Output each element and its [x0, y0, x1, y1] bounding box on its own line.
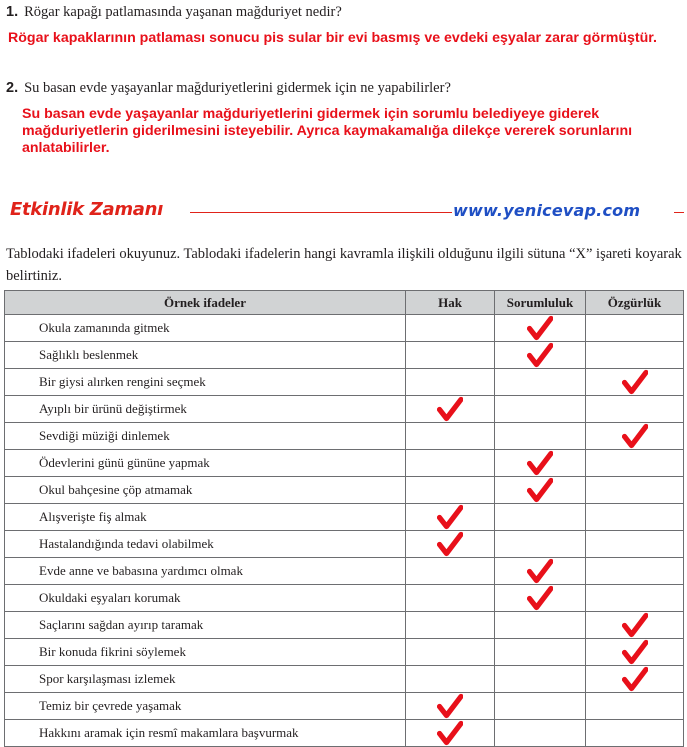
checkmark-icon — [527, 558, 553, 584]
mark-cell-ozgurluk — [586, 315, 684, 342]
statement-cell: Sevdiği müziği dinlemek — [5, 423, 406, 450]
mark-cell-ozgurluk — [586, 477, 684, 504]
statement-cell: Okula zamanında gitmek — [5, 315, 406, 342]
section-title: Etkinlik Zamanı — [10, 199, 164, 220]
question-1-text: Rögar kapağı patlamasında yaşanan mağduriyet nedir? — [24, 4, 342, 20]
mark-cell-ozgurluk — [586, 666, 684, 693]
mark-cell-sorumluluk — [495, 396, 586, 423]
table-row — [5, 720, 684, 747]
mark-cell-ozgurluk — [586, 504, 684, 531]
checkmark-icon — [622, 666, 648, 692]
mark-cell-sorumluluk — [495, 423, 586, 450]
mark-cell-hak — [406, 612, 495, 639]
table-row — [5, 612, 684, 639]
checkmark-icon — [437, 396, 463, 422]
checkmark-icon — [437, 504, 463, 530]
question-1-number: 1. — [6, 4, 19, 20]
mark-cell-ozgurluk — [586, 585, 684, 612]
watermark: www.yenicevap.com — [453, 201, 641, 220]
checkmark-icon — [622, 612, 648, 638]
table-row — [5, 666, 684, 693]
mark-cell-sorumluluk — [495, 585, 586, 612]
checkmark-icon — [527, 342, 553, 368]
mark-cell-sorumluluk — [495, 666, 586, 693]
statement-cell: Bir konuda fikrini söylemek — [5, 639, 406, 666]
table-row — [5, 639, 684, 666]
mark-cell-ozgurluk — [586, 369, 684, 396]
table-row — [5, 369, 684, 396]
mark-cell-hak — [406, 477, 495, 504]
mark-cell-sorumluluk — [495, 315, 586, 342]
checkmark-icon — [437, 693, 463, 719]
mark-cell-hak — [406, 531, 495, 558]
question-1 — [6, 4, 342, 21]
statement-cell: Temiz bir çevrede yaşamak — [5, 693, 406, 720]
checkmark-icon — [527, 315, 553, 341]
mark-cell-ozgurluk — [586, 423, 684, 450]
section-divider-end — [674, 212, 684, 213]
mark-cell-ozgurluk — [586, 342, 684, 369]
question-2-text: Su basan evde yaşayanlar mağduriyetlerini gidermek için ne yapabilirler? — [24, 80, 451, 96]
table-row — [5, 477, 684, 504]
checkmark-icon — [527, 450, 553, 476]
mark-cell-sorumluluk — [495, 720, 586, 747]
statement-cell: Okuldaki eşyaları korumak — [5, 585, 406, 612]
mark-cell-hak — [406, 504, 495, 531]
statement-cell: Bir giysi alırken rengini seçmek — [5, 369, 406, 396]
mark-cell-sorumluluk — [495, 450, 586, 477]
mark-cell-hak — [406, 666, 495, 693]
checkmark-icon — [622, 423, 648, 449]
mark-cell-sorumluluk — [495, 612, 586, 639]
statement-cell: Evde anne ve babasına yardımcı olmak — [5, 558, 406, 585]
answer-2: Su basan evde yaşayanlar mağduriyetlerini gidermek için sorumlu belediyeye giderek mağduriyetlerin giderilmesini isteyebilir. Ayrıca kaymakamalığa dilekçe vererek sorunlarını anlatabilirler. — [22, 106, 633, 156]
statement-cell: Alışverişte fiş almak — [5, 504, 406, 531]
table-row — [5, 531, 684, 558]
checkmark-icon — [437, 720, 463, 746]
mark-cell-sorumluluk — [495, 531, 586, 558]
mark-cell-ozgurluk — [586, 693, 684, 720]
statement-cell: Sağlıklı beslenmek — [5, 342, 406, 369]
mark-cell-hak — [406, 342, 495, 369]
table-row — [5, 342, 684, 369]
statement-cell: Spor karşılaşması izlemek — [5, 666, 406, 693]
mark-cell-hak — [406, 693, 495, 720]
mark-cell-sorumluluk — [495, 477, 586, 504]
mark-cell-hak — [406, 396, 495, 423]
table-row — [5, 423, 684, 450]
answer-1: Rögar kapaklarının patlaması sonucu pis sular bir evi basmış ve evdeki eşyalar zarar görmüştür. — [8, 30, 657, 46]
mark-cell-ozgurluk — [586, 396, 684, 423]
table-row — [5, 450, 684, 477]
mark-cell-ozgurluk — [586, 450, 684, 477]
question-2 — [6, 80, 451, 97]
mark-cell-hak — [406, 585, 495, 612]
header-sorumluluk: Sorumluluk — [495, 291, 586, 315]
mark-cell-sorumluluk — [495, 693, 586, 720]
header-ozgurluk: Özgürlük — [586, 291, 684, 315]
activity-table — [4, 290, 684, 747]
mark-cell-hak — [406, 315, 495, 342]
table-row — [5, 558, 684, 585]
mark-cell-ozgurluk — [586, 720, 684, 747]
mark-cell-hak — [406, 558, 495, 585]
mark-cell-sorumluluk — [495, 558, 586, 585]
mark-cell-hak — [406, 720, 495, 747]
mark-cell-ozgurluk — [586, 612, 684, 639]
checkmark-icon — [527, 585, 553, 611]
mark-cell-ozgurluk — [586, 558, 684, 585]
table-body — [5, 315, 684, 747]
statement-cell: Ayıplı bir ürünü değiştirmek — [5, 396, 406, 423]
mark-cell-ozgurluk — [586, 639, 684, 666]
header-statement: Örnek ifadeler — [5, 291, 406, 315]
mark-cell-sorumluluk — [495, 369, 586, 396]
question-2-number: 2. — [6, 80, 19, 96]
checkmark-icon — [527, 477, 553, 503]
mark-cell-sorumluluk — [495, 342, 586, 369]
mark-cell-hak — [406, 369, 495, 396]
table-row — [5, 504, 684, 531]
mark-cell-hak — [406, 639, 495, 666]
statement-cell: Okul bahçesine çöp atmamak — [5, 477, 406, 504]
table-row — [5, 585, 684, 612]
checkmark-icon — [622, 369, 648, 395]
table-row — [5, 315, 684, 342]
mark-cell-hak — [406, 450, 495, 477]
statement-cell: Hakkını aramak için resmî makamlara başvurmak — [5, 720, 406, 747]
checkmark-icon — [622, 639, 648, 665]
header-hak: Hak — [406, 291, 495, 315]
table-row — [5, 396, 684, 423]
table-header-row — [5, 291, 684, 315]
statement-cell: Hastalandığında tedavi olabilmek — [5, 531, 406, 558]
mark-cell-hak — [406, 423, 495, 450]
instruction-text: Tablodaki ifadeleri okuyunuz. Tablodaki ifadelerin hangi kavramla ilişkili olduğunu ilgili sütuna “X” işareti koyarak belirtiniz. — [6, 246, 682, 284]
statement-cell: Ödevlerini günü gününe yapmak — [5, 450, 406, 477]
section-divider — [190, 212, 452, 213]
table-row — [5, 693, 684, 720]
mark-cell-ozgurluk — [586, 531, 684, 558]
checkmark-icon — [437, 531, 463, 557]
mark-cell-sorumluluk — [495, 504, 586, 531]
mark-cell-sorumluluk — [495, 639, 586, 666]
statement-cell: Saçlarını sağdan ayırıp taramak — [5, 612, 406, 639]
